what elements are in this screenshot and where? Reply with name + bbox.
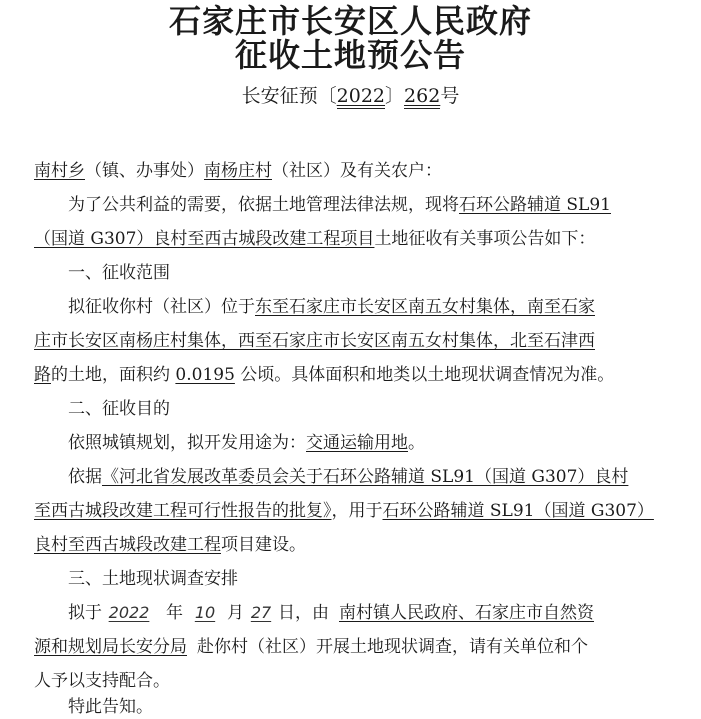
area-value: 0.0195 <box>175 365 235 385</box>
basis-line-3: 良村至西古城段改建工程项目建设。 <box>34 535 306 555</box>
document-number: 长安征预〔2022〕262号 <box>241 85 460 107</box>
basis-line-1: 依据《河北省发展改革委员会关于石环公路辅道 SL91（国道 G307）良村 <box>68 467 629 487</box>
document-title: 石家庄市长安区人民政府 <box>168 2 532 40</box>
addressee-line: 南村乡（镇、办事处）南杨庄村（社区）及有关农户： <box>34 161 442 181</box>
section3-heading: 三、土地现状调查安排 <box>68 569 238 589</box>
project-ref-part2: 良村至西古城段改建工程 <box>34 535 221 555</box>
project-ref-part1: 石环公路辅道 SL91（国道 G307） <box>382 501 654 521</box>
boundary-part2: 庄市长安区南杨庄村集体，西至石家庄市长安区南五女村集体，北至石津西 <box>34 331 595 351</box>
approval-doc-part1: 《河北省发展改革委员会关于石环公路辅道 SL91（国道 G307）良村 <box>102 467 629 487</box>
survey-month: 10 <box>194 603 216 622</box>
scope-line-3: 路的土地，面积约 0.0195 公顷。具体面积和地类以土地现状调查情况为准。 <box>34 365 615 385</box>
document-subtitle: 征收土地预公告 <box>234 36 466 74</box>
survey-line-1: 拟于 2022 年 10 月 27 日，由 南村镇人民政府、石家庄市自然资 <box>68 603 594 623</box>
purpose-line: 依照城镇规划，拟开发用途为：交通运输用地。 <box>68 433 425 453</box>
survey-org-part1: 南村镇人民政府、石家庄市自然资 <box>339 603 594 623</box>
survey-day: 27 <box>250 603 272 622</box>
village: 南杨庄村 <box>204 161 272 181</box>
section1-heading: 一、征收范围 <box>68 263 170 283</box>
land-use-purpose: 交通运输用地 <box>306 433 408 453</box>
docno-number: 262 <box>404 85 441 107</box>
intro-line-1: 为了公共利益的需要，依据土地管理法律法规，现将石环公路辅道 SL91 <box>68 195 611 215</box>
scope-line-2 <box>34 329 595 353</box>
township: 南村乡 <box>34 161 85 181</box>
docno-year: 2022 <box>336 85 386 107</box>
survey-org-part2: 源和规划局长安分局 <box>34 637 187 657</box>
boundary-part3: 路 <box>34 365 51 385</box>
survey-line-2: 源和规划局长安分局 赴你村（社区）开展土地现状调查，请有关单位和个 <box>34 637 588 657</box>
basis-line-2: 至西古城段改建工程可行性报告的批复》，用于石环公路辅道 SL91（国道 G307） <box>34 501 654 521</box>
closing-text: 特此告知。 <box>68 697 153 717</box>
scope-line-1: 拟征收你村（社区）位于东至石家庄市长安区南五女村集体，南至石家 <box>68 297 595 317</box>
survey-year: 2022 <box>108 603 150 622</box>
survey-line-3: 人予以支持配合。 <box>34 671 170 691</box>
section2-heading: 二、征收目的 <box>68 399 170 419</box>
intro-line-2: （国道 G307）良村至西古城段改建工程项目土地征收有关事项公告如下： <box>34 229 596 249</box>
project-name-part2: （国道 G307）良村至西古城段改建工程项目 <box>34 229 375 249</box>
boundary-part1: 东至石家庄市长安区南五女村集体，南至石家 <box>255 297 595 317</box>
approval-doc-part2: 至西古城段改建工程可行性报告的批复》 <box>34 501 332 521</box>
project-name-part1: 石环公路辅道 SL91 <box>459 195 611 215</box>
